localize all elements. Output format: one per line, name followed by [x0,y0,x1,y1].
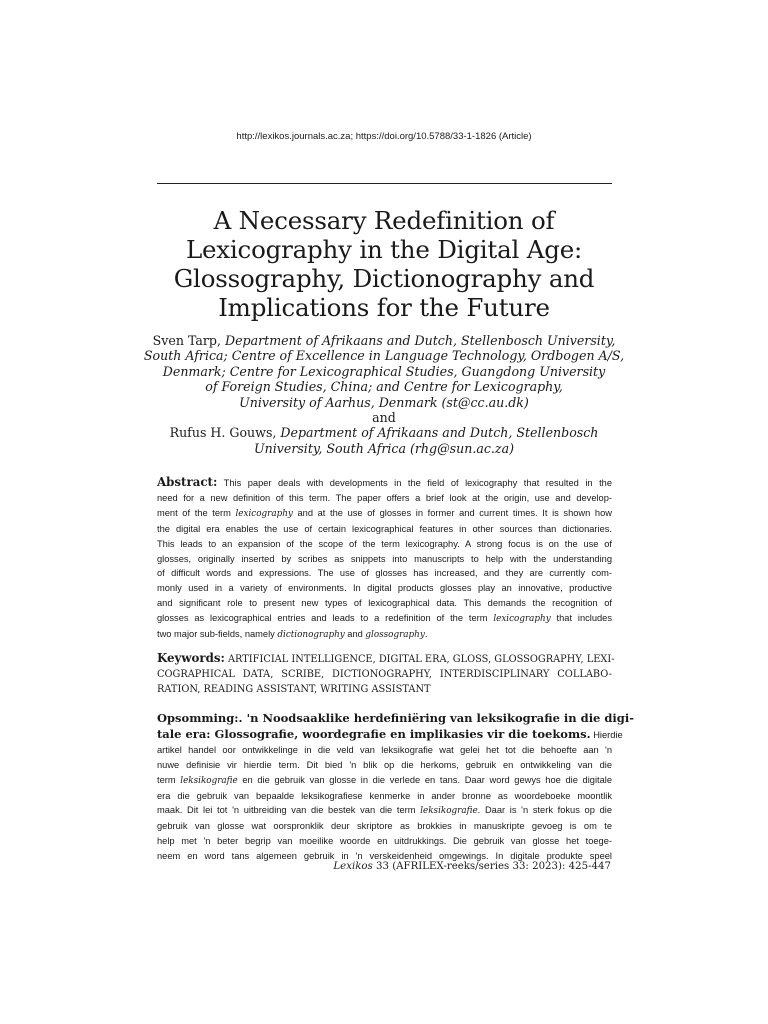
author-block [140,333,628,456]
opsomming-line [157,803,612,819]
keywords-section [157,651,615,697]
abstract-text: This paper deals with developments in the field of lexicography that resulted in the [223,478,612,488]
opsomming-line: gebruik van glosse wat oorspronklik deur skriptore as brokkies in manuskripte gevoeg is om te [157,821,612,832]
opsomming-term: leksikografie [420,806,478,817]
author2-affiliation: Department of Afrikaans and Dutch, Stellenbosch [280,425,599,441]
opsomming-line: neem en word tans algemeen gebruik in 'n verskeidenheid omgewings. In digitale produkte speel [157,851,612,862]
abstract-line: and significant role to present new types of lexicographical data. This demands the recognition of [157,598,612,609]
opsomming-line: nuwe definisie vir hierdie term. Dit bied 'n blik op die herkoms, gebruik en ontwikkeling van die [157,759,612,770]
abstract-line: need for a new definition of this term. The paper offers a brief look at the origin, use and develop- [157,492,612,503]
authors-and: and [372,410,396,426]
keywords-line: RATION, READING ASSISTANT, WRITING ASSISTANT [157,684,431,695]
abstract-line: the digital era enables the use of certain lexicographical features in other sources than dictionaries. [157,523,612,534]
keywords-line [157,651,615,667]
abstract-label: Abstract: [157,475,218,489]
title-line-2: Lexicography in the Digital Age: [185,235,583,264]
journal-citation-footer [333,861,611,872]
abstract-term: lexicography [235,508,293,519]
author1-line-3 [140,364,628,379]
abstract-text: two major sub-fields, namely [157,629,278,640]
article-title [140,206,628,322]
title-line-4: Implications for the Future [218,293,550,322]
abstract-text: ment of the term [157,507,236,518]
abstract-line: glosses, originally inserted by scribes as snippets into manuscripts to help with the understanding [157,553,612,564]
author1-line-1 [140,333,628,348]
abstract-text: . [424,629,428,640]
keywords-label: Keywords: [157,651,225,665]
author2-name: Rufus H. Gouws, [169,425,281,441]
author1-email-line: University of Aarhus, Denmark (st@cc.au.dk) [239,394,529,410]
abstract-line: monly used in a variety of environments. In digital products glosses play an innovative, productive [157,583,612,594]
abstract-line [157,475,612,491]
author1-line-2 [140,348,628,363]
abstract-term: lexicography [493,614,551,625]
author1-name: Sven Tarp, [152,333,225,348]
abstract-line [157,627,612,643]
opsomming-line [157,773,612,789]
author1-affiliation-cont: Denmark; Centre for Lexicographical Studies, Guangdong University [162,363,606,379]
opsomming-text: term [157,774,181,785]
opsomming-section [157,711,634,864]
abstract-line: of difficult words and expressions. The use of glosses has increased, and they are currently com- [157,568,612,579]
author1-line-5 [140,395,628,410]
author2-email-line: University, South Africa (rhg@sun.ac.za) [254,440,514,456]
abstract-text: and [344,629,366,640]
header-rule [157,183,612,184]
title-line-1: A Necessary Redefinition of [213,206,555,235]
keywords-line: COGRAPHICAL DATA, SCRIBE, DICTIONOGRAPHY, INTERDISCIPLINARY COLLABO- [157,669,612,680]
opsomming-heading-line [157,726,623,743]
opsomming-line: help met 'n beter begrip van moeilike woorde en uitdrukkings. Die gebruik van glosse het toege- [157,836,612,847]
opsomming-text: maak. Dit lei tot 'n uitbreiding van die bestek van die term [157,805,421,816]
opsomming-text: . Daar is 'n sterk fokus op die [477,805,612,816]
opsomming-term: leksikografie [180,775,238,786]
author1-affiliation: Department of Afrikaans and Dutch, Stellenbosch University, [225,333,616,348]
abstract-text: and at the use of glosses in former and current times. It is shown how [292,507,612,518]
opsomming-line: era die gebruik van bepaalde leksikografiese kenmerke in ander bronne as woordeboeke moontlik [157,790,612,801]
opsomming-heading-line [157,711,634,727]
abstract-text: that includes [550,613,612,624]
author1-affiliation-cont: South Africa; Centre of Excellence in Language Technology, Ordbogen A/S, [143,348,625,364]
journal-name: Lexikos [333,861,373,872]
author2-line-2 [140,441,628,456]
abstract-section [157,475,612,643]
abstract-term: glossography [365,630,425,641]
opsomming-heading: Opsomming:. 'n Noodsaaklike herdefiniëring van leksikografie in die digi- [157,711,634,725]
abstract-text: glosses as lexicographical entries and leads to a redefinition of the term [157,613,494,624]
abstract-line [157,506,612,522]
abstract-line: This leads to an expansion of the scope of the term lexicography. A strong focus is on the use of [157,538,612,549]
opsomming-line: artikel handel oor ontwikkelinge in die veld van leksikografie wat gelei het tot die behoefte aan 'n [157,744,612,755]
abstract-term: dictionography [277,630,345,641]
article-url-line[interactable]: http://lexikos.journals.ac.za; https://doi.org/10.5788/33-1-1826 (Article) [236,131,532,142]
title-line-3: Glossography, Dictionography and [173,264,595,293]
opsomming-text: Hierdie [590,729,623,740]
author1-line-4 [140,379,628,394]
author1-affiliation-cont: of Foreign Studies, China; and Centre for Lexicography, [205,379,563,395]
abstract-line [157,611,612,627]
opsomming-heading: tale era: Glossografie, woordegrafie en implikasies vir die toekoms. [157,726,591,741]
opsomming-text: en die gebruik van glosse in die verlede en tans. Daar word gewys hoe die digitale [237,774,613,785]
author2-line-1 [140,425,628,440]
journal-citation: 33 (AFRILEX-reeks/series 33: 2023): 425-447 [372,861,611,872]
keywords-text: ARTIFICIAL INTELLIGENCE, DIGITAL ERA, GLOSS, GLOSSOGRAPHY, LEXI- [227,654,615,665]
